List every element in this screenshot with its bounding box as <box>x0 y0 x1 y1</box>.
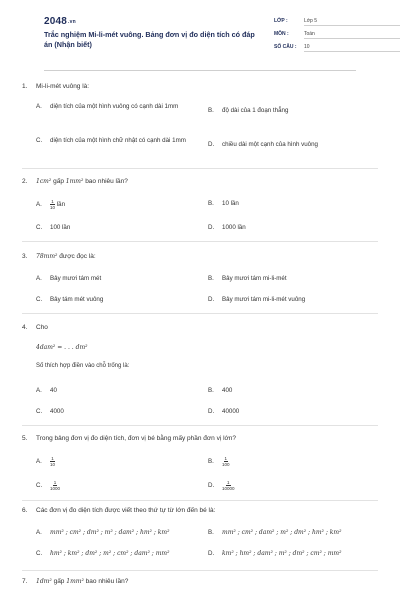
fraction: $\frac{1}{10}$ <box>50 199 56 210</box>
question-number: 7. <box>22 578 28 585</box>
fraction: $\frac{1}{10000}$ <box>222 480 235 491</box>
option-c[interactable]: C. 100 lần <box>36 224 71 231</box>
question-number: 2. <box>22 178 28 185</box>
option-d[interactable]: D. 40000 <box>208 408 240 415</box>
question-1 <box>22 82 378 148</box>
question-text: 78mm² được đọc là: <box>36 253 96 260</box>
page-header <box>22 0 378 72</box>
option-d[interactable]: D. Bảy mươi tám mi-li-mét vuông <box>208 296 306 303</box>
option-c[interactable]: C. 4000 <box>36 408 64 415</box>
option-d[interactable]: D. 1000 lần <box>208 224 246 231</box>
question-4 <box>22 323 378 415</box>
question-prompt: Số thích hợp điền vào chỗ trống là: <box>36 363 130 369</box>
option-c[interactable]: C. diện tích của một hình chữ nhật có cạnh dài 1mm <box>36 137 186 144</box>
question-3 <box>22 252 378 303</box>
question-divider <box>22 313 378 314</box>
option-c[interactable]: C. $\frac{1}{1000}$ <box>36 480 61 491</box>
option-b[interactable]: B. $\frac{1}{100}$ <box>208 456 230 467</box>
option-c[interactable]: C. hm² ; km² ; dm² ; m² ; cm² ; dam² ; mm² <box>36 550 170 557</box>
question-text: Các đơn vị đo diện tích được viết theo thứ tự từ lớn đến bé là: <box>36 507 216 514</box>
meta-question-count: SỐ CÂU : 10 <box>274 40 400 53</box>
option-a[interactable]: A. Bảy mươi tám mét <box>36 275 102 282</box>
question-expression: 4dam² = . . . dm² <box>36 344 88 351</box>
question-number: 1. <box>22 83 28 90</box>
question-7 <box>22 577 378 587</box>
question-number: 6. <box>22 507 28 514</box>
option-d[interactable]: D. km² ; hm² ; dam² ; m² ; dm² ; cm² ; mm² <box>208 550 342 557</box>
question-divider <box>22 241 378 242</box>
question-number: 5. <box>22 435 28 442</box>
question-number: 3. <box>22 253 28 260</box>
option-a[interactable]: A. $\frac{1}{10}$ <box>36 456 56 467</box>
option-b[interactable]: B. độ dài của 1 đoạn thẳng <box>208 107 289 114</box>
option-c[interactable]: C. Bảy tám mét vuông <box>36 296 104 303</box>
question-divider <box>22 168 378 169</box>
meta-class: LỚP : Lớp 5 <box>274 14 400 27</box>
fraction: $\frac{1}{10}$ <box>50 456 56 467</box>
fraction: $\frac{1}{100}$ <box>222 456 230 467</box>
option-a[interactable]: A. diện tích của một hình vuông có cạnh dài 1mm <box>36 103 179 110</box>
fraction: $\frac{1}{1000}$ <box>50 480 61 491</box>
question-number: 4. <box>22 324 28 331</box>
question-text: 1cm² gấp 1mm² bao nhiêu lần? <box>36 178 128 185</box>
question-text: Cho <box>36 324 48 331</box>
option-b[interactable]: B. 400 <box>208 387 233 394</box>
question-text: Trong bảng đơn vị đo diện tích, đơn vị bé bằng mấy phần đơn vị lớn? <box>36 435 237 442</box>
meta-subject: MÔN : Toán <box>274 27 400 40</box>
question-text: Mi-li-mét vuông là: <box>36 83 90 90</box>
page-title: Trắc nghiệm Mi-li-mét vuông. Bảng đơn vị đo diện tích có đáp án (Nhận biết) <box>44 30 255 49</box>
question-6 <box>22 506 378 557</box>
site-logo[interactable]: 2048.vn <box>44 16 76 27</box>
option-d[interactable]: D. chiều dài một cạnh của hình vuông <box>208 141 318 148</box>
option-a[interactable]: A. mm² ; cm² ; dm² ; m² ; dam² ; hm² ; km² <box>36 529 170 536</box>
question-5 <box>22 434 378 491</box>
question-divider <box>22 425 378 426</box>
question-divider <box>22 500 378 501</box>
header-divider <box>44 70 356 71</box>
question-2 <box>22 177 378 231</box>
question-text: 1dm² gấp 1mm² bao nhiêu lần? <box>36 578 129 585</box>
option-a[interactable]: A. 40 <box>36 387 57 394</box>
option-b[interactable]: B. mm² ; cm² ; dam² ; m² ; dm² ; hm² ; km² <box>208 529 342 536</box>
question-divider <box>22 570 378 571</box>
option-b[interactable]: B. Bảy mươi tám mi-li-mét <box>208 275 287 282</box>
option-b[interactable]: B. 10 lần <box>208 200 239 207</box>
quiz-meta <box>274 14 400 53</box>
option-d[interactable]: D. $\frac{1}{10000}$ <box>208 480 235 491</box>
option-a[interactable]: A. $\frac{1}{10}$ lần <box>36 199 66 210</box>
